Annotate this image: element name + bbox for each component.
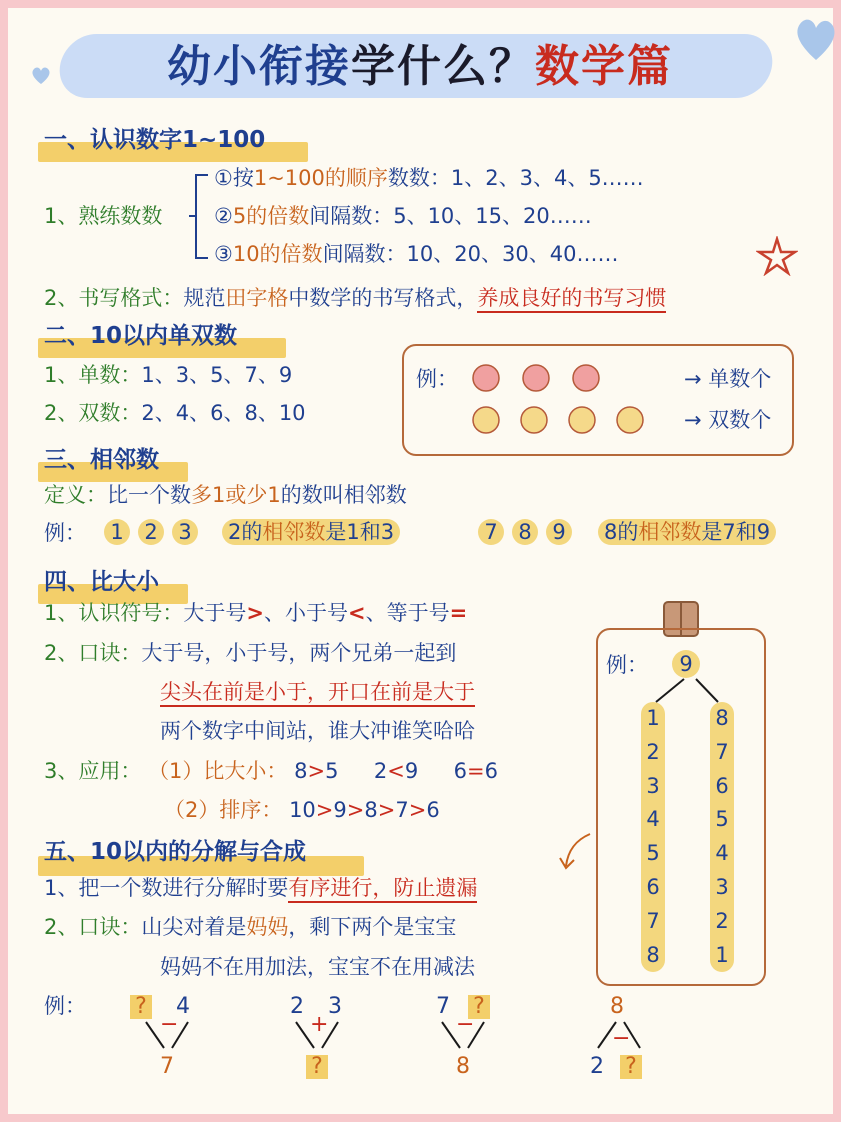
example-label: 例： bbox=[44, 521, 86, 545]
operator: − bbox=[456, 1012, 475, 1037]
section-heading: 四、比大小 bbox=[44, 569, 159, 595]
adjacent-example-2: 7 8 9 bbox=[478, 519, 574, 545]
decompose-line: 1、把一个数进行分解时要有序进行，防止遗漏 bbox=[44, 875, 477, 901]
adjacent-example-1: 1 2 3 bbox=[104, 519, 200, 545]
section-heading: 一、认识数字1~100 bbox=[44, 127, 266, 153]
counting-line: ③10的倍数间隔数：10、20、30、40…… bbox=[214, 242, 619, 266]
even-line: 2、双数：2、4、6、8、10 bbox=[44, 401, 306, 425]
counting-line: ①按1~100的顺序数数：1、2、3、4、5…… bbox=[214, 166, 644, 190]
mnemonic-line: 两个数字中间站，谁大冲谁笑哈哈 bbox=[160, 719, 475, 743]
operator: − bbox=[160, 1012, 179, 1037]
page-title: 幼小衔接学什么？数学篇 bbox=[167, 41, 673, 92]
odd-caption: → 单数个 bbox=[684, 367, 772, 391]
bottom-number: ? bbox=[306, 1054, 328, 1080]
mnemonic-line: 2、口诀：大于号，小于号，两个兄弟一起到 bbox=[44, 641, 457, 665]
adjacent-text-2: 8的相邻数是7和9 bbox=[598, 519, 776, 545]
operator: + bbox=[310, 1012, 329, 1037]
pink-flowers bbox=[466, 360, 616, 396]
symbols-line: 1、认识符号：大于号>、小于号<、等于号= bbox=[44, 601, 468, 625]
even-caption: → 双数个 bbox=[684, 408, 772, 432]
section-heading: 五、10以内的分解与合成 bbox=[44, 839, 307, 865]
ordering-line: （2）排序： 10>9>8>7>6 bbox=[164, 798, 440, 822]
decomp-example-3: 7 ? bbox=[436, 994, 490, 1020]
top-number: 8 bbox=[610, 994, 624, 1019]
arrow-icon bbox=[556, 830, 596, 874]
operator: − bbox=[612, 1026, 631, 1051]
yellow-flowers bbox=[466, 402, 666, 438]
bottom-number: 7 bbox=[160, 1054, 174, 1079]
application-line: 3、应用： （1）比大小： 8>5 2<9 6=6 bbox=[44, 759, 498, 783]
example-label: 例： bbox=[44, 994, 86, 1018]
writing-format-line: 2、书写格式：规范田字格中数学的书写格式，养成良好的书写习惯 bbox=[44, 285, 666, 311]
counting-line: ②5的倍数间隔数：5、10、15、20…… bbox=[214, 204, 592, 228]
brace bbox=[186, 172, 212, 264]
heart-icon bbox=[30, 66, 52, 86]
section-heading: 二、10以内单双数 bbox=[44, 323, 238, 349]
item-label: 1、熟练数数 bbox=[44, 204, 163, 228]
section-heading: 三、相邻数 bbox=[44, 447, 159, 473]
heart-icon bbox=[792, 14, 838, 64]
top-number: 9 bbox=[672, 650, 700, 678]
mnemonic-line: 尖头在前是小于，开口在前是大于 bbox=[160, 679, 475, 705]
definition-line: 定义：比一个数多1或少1的数叫相邻数 bbox=[44, 483, 407, 507]
star-icon bbox=[756, 236, 798, 276]
decomp-example-1: ? 4 bbox=[130, 994, 190, 1020]
decomp-example-2: 2 3 bbox=[290, 994, 342, 1019]
right-column: 8 7 6 5 4 3 2 1 bbox=[710, 702, 734, 972]
mnemonic-line: 2、口诀：山尖对着是妈妈，剩下两个是宝宝 bbox=[44, 915, 457, 939]
example-label: 例： bbox=[416, 367, 458, 391]
decomp-example-4: 2 ? bbox=[590, 1054, 642, 1080]
mnemonic-line: 妈妈不在用加法，宝宝不在用减法 bbox=[160, 955, 475, 979]
adjacent-text-1: 2的相邻数是1和3 bbox=[222, 519, 400, 545]
bottom-number: 8 bbox=[456, 1054, 470, 1079]
odd-line: 1、单数：1、3、5、7、9 bbox=[44, 363, 293, 387]
left-column: 1 2 3 4 5 6 7 8 bbox=[641, 702, 665, 972]
example-label: 例： bbox=[606, 653, 648, 677]
